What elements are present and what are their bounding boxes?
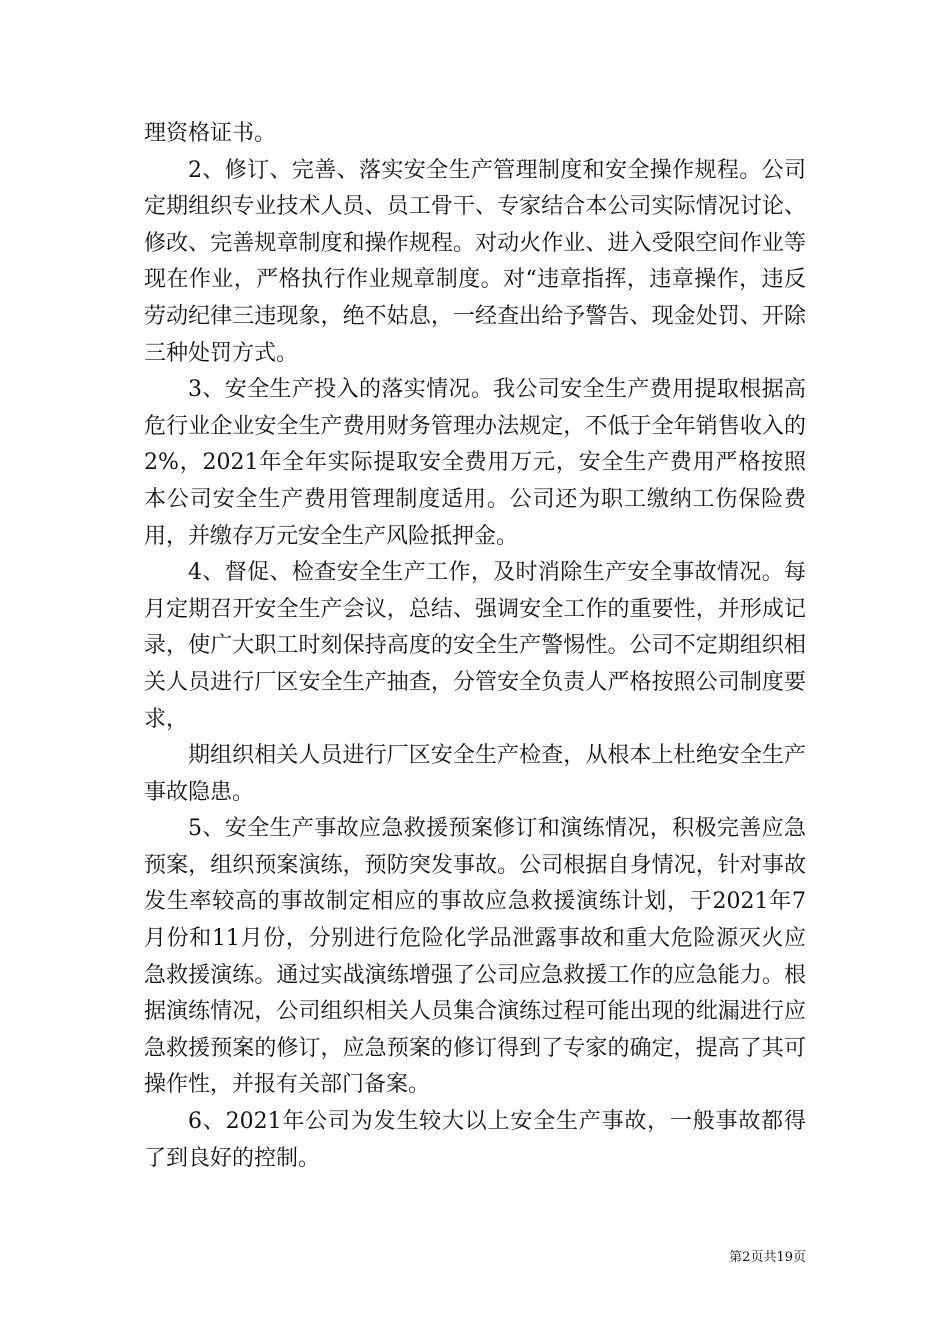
paragraph-2: 2、修订、完善、落实安全生产管理制度和安全操作规程。公司定期组织专业技术人员、员工骨干、专家结合本公司实际情况讨论、修改、完善规章制度和操作规程。对动火作业、进入受限空间作业等现在作业，严格执行作业规章制度。对“违章指挥，违章操作，违反劳动纪律三违现象，绝不姑息，一经查出给予警告、现金处罚、开除三种处罚方式。 — [144, 157, 806, 366]
paragraph-continuation: 理资格证书。 — [144, 121, 277, 146]
paragraph-3: 3、安全生产投入的落实情况。我公司安全生产费用提取根据高危行业企业安全生产费用财务管理办法规定，不低于全年销售收入的2%，2021年全年实际提取安全费用万元，安全生产费用严格按照本公司安全生产费用管理制度适用。公司还为职工缴纳工伤保险费用，并缴存万元安全生产风险抵押金。 — [144, 377, 806, 549]
document-body — [144, 116, 806, 1177]
paragraph-4-continued: 期组织相关人员进行厂区安全生产检查，从根本上杜绝安全生产事故隐患。 — [144, 743, 806, 805]
page-number-footer: 第2页共19页 — [729, 1250, 806, 1265]
paragraph-4: 4、督促、检查安全生产工作，及时消除生产安全事故情况。每月定期召开安全生产会议，总结、强调安全工作的重要性，并形成记录，使广大职工时刻保持高度的安全生产警惕性。公司不定期组织相关人员进行厂区安全生产抽查，分管安全负责人严格按照公司制度要求， — [144, 560, 806, 732]
paragraph-5: 5、安全生产事故应急救援预案修订和演练情况，积极完善应急预案，组织预案演练，预防突发事故。公司根据自身情况，针对事故发生率较高的事故制定相应的事故应急救援演练计划，于2021年7月份和11月份，分别进行危险化学品泄露事故和重大危险源灭火应急救援演练。通过实战演练增强了公司应急救援工作的应急能力。根据演练情况，公司组织相关人员集合演练过程可能出现的纰漏进行应急救援预案的修订，应急预案的修订得到了专家的确定，提高了其可操作性，并报有关部门备案。 — [144, 816, 806, 1098]
paragraph-6: 6、2021年公司为发生较大以上安全生产事故，一般事故都得了到良好的控制。 — [144, 1109, 806, 1171]
